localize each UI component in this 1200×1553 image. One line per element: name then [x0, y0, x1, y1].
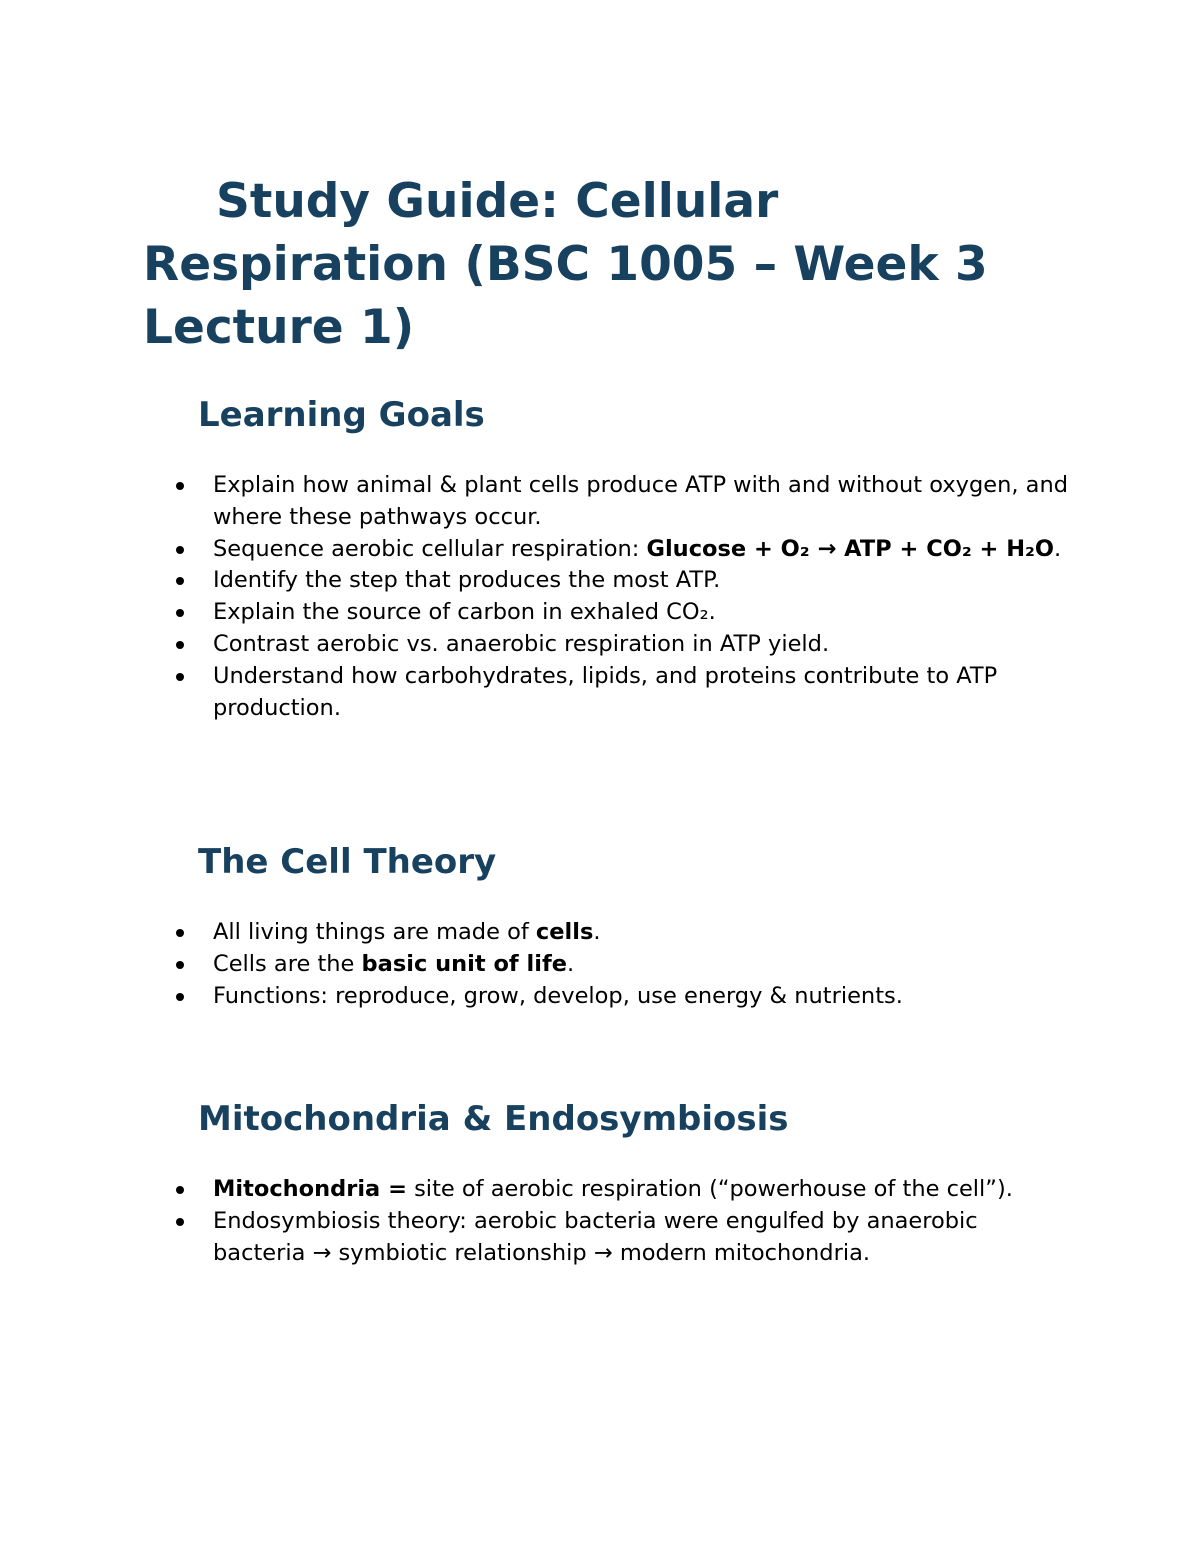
section-heading: Mitochondria & Endosymbiosis: [198, 1099, 789, 1139]
list-item: Cells are the basic unit of life.: [213, 949, 1073, 981]
bullet-icon: [176, 929, 184, 937]
list-item: Identify the step that produces the most ATP.: [213, 565, 1073, 597]
bullet-icon: [176, 1186, 184, 1194]
bullet-icon: [176, 546, 184, 554]
list-item: Endosymbiosis theory: aerobic bacteria were engulfed by anaerobic bacteria → symbiotic relationship → modern mitochondria.: [213, 1206, 1073, 1270]
document-title: Study Guide: Cellular Respiration (BSC 1005 – Week 3 Lecture 1): [143, 174, 988, 355]
bullet-icon: [176, 961, 184, 969]
bullet-list: [213, 1174, 1073, 1269]
list-item: Understand how carbohydrates, lipids, and proteins contribute to ATP production.: [213, 661, 1073, 725]
bullet-icon: [176, 1218, 184, 1226]
bullet-icon: [176, 673, 184, 681]
list-item: Explain how animal & plant cells produce ATP with and without oxygen, and where these pathways occur.: [213, 470, 1073, 534]
bullet-icon: [176, 577, 184, 585]
section-heading: The Cell Theory: [198, 842, 497, 882]
bullet-icon: [176, 609, 184, 617]
bullet-icon: [176, 482, 184, 490]
bullet-list: [213, 917, 1073, 1012]
list-item: Contrast aerobic vs. anaerobic respiration in ATP yield.: [213, 629, 1073, 661]
bullet-list: [213, 470, 1073, 724]
list-item: Mitochondria = site of aerobic respiration (“powerhouse of the cell”).: [213, 1174, 1073, 1206]
list-item: All living things are made of cells.: [213, 917, 1073, 949]
list-item: Sequence aerobic cellular respiration: Glucose + O₂ → ATP + CO₂ + H₂O.: [213, 534, 1073, 566]
list-item: Functions: reproduce, grow, develop, use energy & nutrients.: [213, 981, 1073, 1013]
equation: Glucose + O₂ → ATP + CO₂ + H₂O: [646, 535, 1055, 562]
section-heading: Learning Goals: [198, 395, 485, 435]
bullet-icon: [176, 641, 184, 649]
bullet-icon: [176, 993, 184, 1001]
list-item: Explain the source of carbon in exhaled CO₂.: [213, 597, 1073, 629]
